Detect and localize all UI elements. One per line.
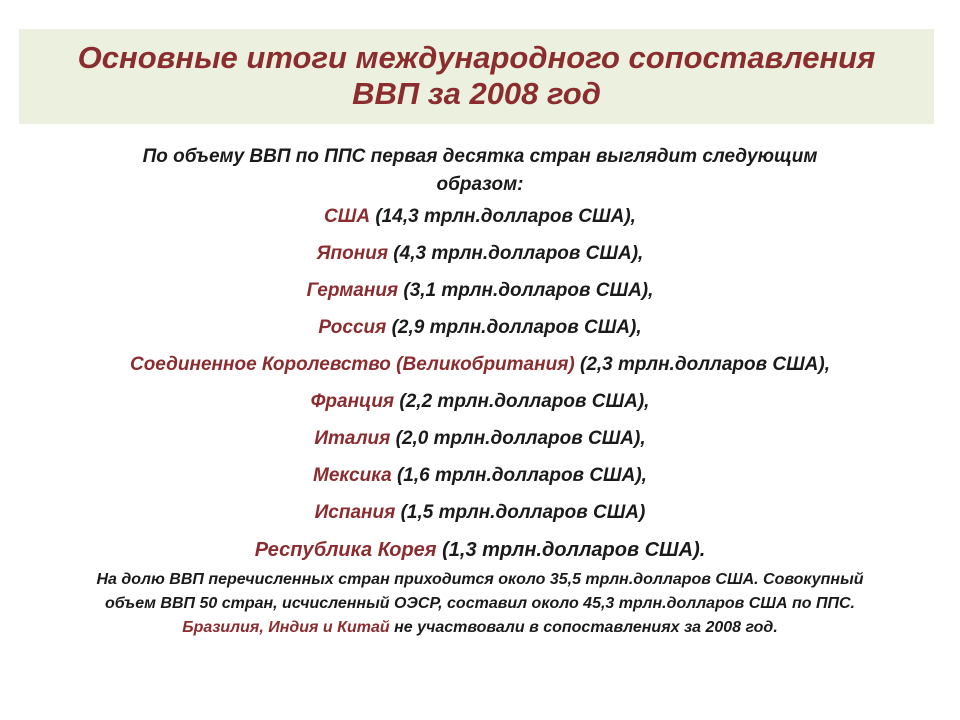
- country-name: Испания: [314, 502, 396, 523]
- slide-title: [19, 40, 934, 112]
- list-item: [20, 500, 940, 526]
- country-name: Германия: [306, 280, 399, 301]
- country-list: [20, 204, 940, 563]
- gdp-value: (2,3 трлн.долларов США),: [574, 354, 831, 375]
- gdp-value: (14,3 трлн.долларов США),: [370, 206, 636, 227]
- excluded-countries: Бразилия, Индия и Китай: [182, 619, 390, 636]
- summary-text: [30, 568, 930, 640]
- list-item: [20, 426, 940, 452]
- gdp-value: (2,0 трлн.долларов США),: [390, 428, 646, 449]
- country-name: Франция: [310, 391, 395, 412]
- country-name: Италия: [314, 428, 391, 449]
- country-name: Япония: [316, 243, 389, 264]
- gdp-value: (2,9 трлн.долларов США),: [386, 317, 642, 338]
- country-name: Республика Корея: [254, 539, 437, 561]
- gdp-value: (4,3 трлн.долларов США),: [388, 243, 644, 264]
- list-item: [20, 241, 940, 267]
- summary-line-1: На долю ВВП перечисленных стран приходится около 35,5 трлн.долларов США. Совокупный: [96, 571, 864, 588]
- title-line-1: Основные итоги международного сопоставления: [77, 40, 876, 75]
- title-line-2: ВВП за 2008 год: [352, 76, 601, 111]
- country-name: США: [324, 206, 371, 227]
- intro-text: [60, 143, 900, 199]
- gdp-value: (1,3 трлн.долларов США).: [436, 539, 706, 561]
- summary-line-2: объем ВВП 50 стран, исчисленный ОЭСР, составил около 45,3 трлн.долларов США по ППС.: [105, 595, 855, 612]
- list-item: [20, 315, 940, 341]
- list-item: [20, 204, 940, 230]
- list-item: [20, 352, 940, 378]
- list-item: [20, 537, 940, 563]
- gdp-value: (1,5 трлн.долларов США): [395, 502, 646, 523]
- country-name: Россия: [318, 317, 387, 338]
- summary-line-3-rest: не участвовали в сопоставлениях за 2008 год.: [389, 619, 778, 636]
- gdp-value: (3,1 трлн.долларов США),: [398, 280, 654, 301]
- country-name: Соединенное Королевство (Великобритания): [129, 354, 575, 375]
- summary-line-3: [30, 616, 930, 640]
- gdp-value: (2,2 трлн.долларов США),: [394, 391, 650, 412]
- intro-line-2: образом:: [436, 174, 524, 195]
- list-item: [20, 389, 940, 415]
- gdp-value: (1,6 трлн.долларов США),: [391, 465, 647, 486]
- country-name: Мексика: [313, 465, 392, 486]
- list-item: [20, 463, 940, 489]
- slide-content: [20, 143, 940, 640]
- intro-line-1: По объему ВВП по ППС первая десятка стран выглядит следующим: [142, 146, 818, 167]
- list-item: [20, 278, 940, 304]
